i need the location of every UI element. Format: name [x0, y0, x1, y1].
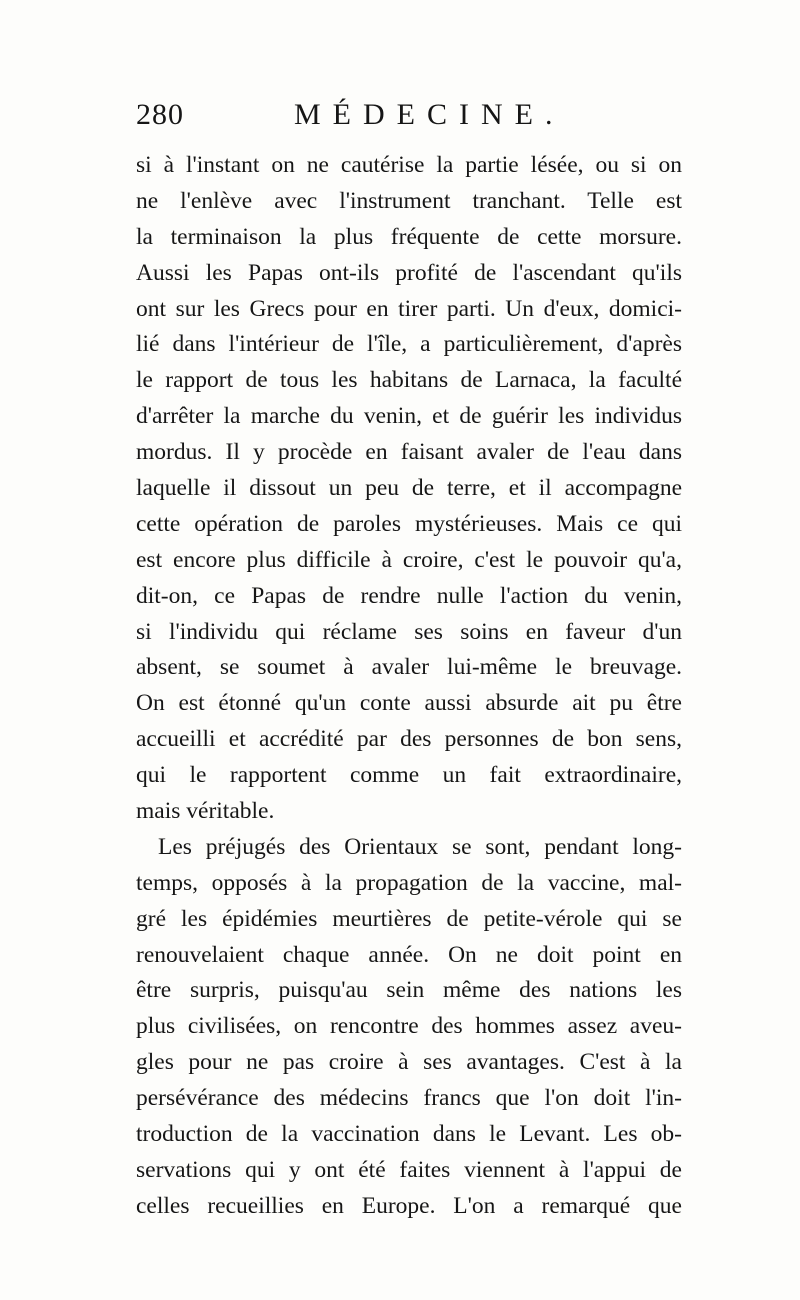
text-line: absent, se soumet à avaler lui-même le breuvage.	[136, 654, 682, 681]
text-line: accueilli et accrédité par des personnes de bon sens,	[136, 726, 682, 753]
text-line: Les préjugés des Orientaux se sont, pendant long-	[158, 833, 682, 860]
paragraph-2	[136, 830, 682, 1225]
text-line: mais véritable.	[136, 798, 275, 825]
text-line: gré les épidémies meurtières de petite-vérole qui se	[136, 905, 682, 932]
text-line: Aussi les Papas ont-ils profité de l'ascendant qu'ils	[136, 259, 682, 286]
text-line: persévérance des médecins francs que l'on doit l'in-	[136, 1085, 682, 1112]
text-line: servations qui y ont été faites viennent à l'appui de	[136, 1156, 682, 1183]
text-line: ont sur les Grecs pour en tirer parti. Un d'eux, domici-	[136, 295, 682, 322]
text-line: plus civilisées, on rencontre des hommes assez aveu-	[136, 1013, 682, 1040]
text-line: la terminaison la plus fréquente de cette morsure.	[136, 223, 682, 250]
text-line: cette opération de paroles mystérieuses. Mais ce qui	[136, 510, 682, 537]
paragraph-1	[136, 148, 682, 830]
text-line: troduction de la vaccination dans le Levant. Les ob-	[136, 1121, 682, 1148]
body-text	[136, 148, 682, 1225]
text-line: si à l'instant on ne cautérise la partie lésée, ou si on	[136, 152, 682, 178]
text-line: On est étonné qu'un conte aussi absurde ait pu être	[136, 690, 682, 717]
text-line: être surpris, puisqu'au sein même des nations les	[136, 977, 682, 1004]
text-line: dit-on, ce Papas de rendre nulle l'action du venin,	[136, 582, 682, 609]
running-title: MÉDECINE.	[294, 98, 565, 131]
text-line: d'arrêter la marche du venin, et de guérir les individus	[136, 403, 682, 430]
text-line: est encore plus difficile à croire, c'est le pouvoir qu'a,	[136, 546, 682, 573]
text-line: temps, opposés à la propagation de la vaccine, mal-	[136, 869, 682, 896]
text-line: renouvelaient chaque année. On ne doit point en	[136, 941, 682, 968]
text-line: celles recueillies en Europe. L'on a remarqué que	[136, 1192, 682, 1219]
text-line: qui le rapportent comme un fait extraordinaire,	[136, 762, 682, 789]
page-number: 280	[136, 98, 184, 131]
text-line: si l'individu qui réclame ses soins en faveur d'un	[136, 618, 682, 645]
text-line: mordus. Il y procède en faisant avaler de l'eau dans	[136, 439, 682, 466]
text-line: lié dans l'intérieur de l'île, a particulièrement, d'après	[136, 331, 682, 358]
text-line: gles pour ne pas croire à ses avantages. C'est à la	[136, 1049, 682, 1076]
text-line: laquelle il dissout un peu de terre, et il accompagne	[136, 475, 682, 502]
text-line: le rapport de tous les habitans de Larnaca, la faculté	[136, 367, 682, 394]
running-head	[136, 98, 676, 138]
text-line: ne l'enlève avec l'instrument tranchant. Telle est	[136, 187, 682, 214]
